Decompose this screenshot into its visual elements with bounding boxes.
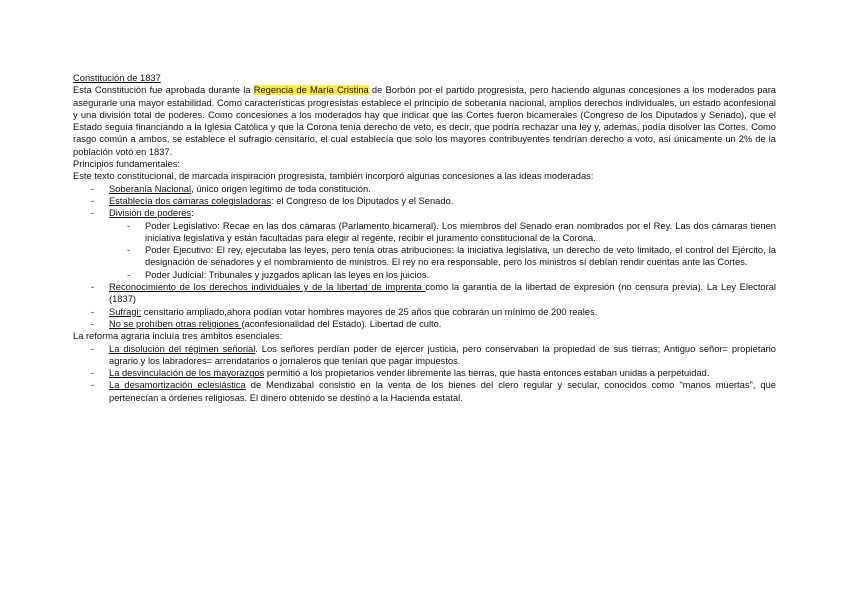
list-item <box>73 318 776 330</box>
agraria-heading: La reforma agraria incluía tres ámbitos esenciales: <box>73 331 283 342</box>
agraria-list <box>73 343 776 404</box>
poderes-list <box>109 220 776 281</box>
list-item <box>73 306 776 318</box>
highlighted-text: Regencia de María Cristina <box>253 85 369 96</box>
principios-intro: Este texto constitucional, de marcada inspiración progresista, también incorporó algunas concesiones a las ideas moderadas: <box>73 171 594 182</box>
sublist-item: - Poder Judicial: Tribunales y juzgados aplican las leyes en los juicios. <box>109 269 776 281</box>
intro-text-2: de Borbón por el partido progresista, pero haciendo algunas concesiones a los moderados para asegurarle una mayor estabilidad. Como características progresistas establece el principio de soberanía nacional, amplios derechos individuales, un estado aconfesional y una división total de poderes. Como concesiones a los moderados hay que indicar que las Cortes fueron bicamerales (Congreso de los Diputados y Senado), que el Estado seguía financiando a la Iglesia Católica y que la Corona tenía derecho de veto, es decir, que podría rechazar una ley y, además, podía disolver las Cortes. Como rasgo común a ambos, se establece el sufragio censitario, el cual establecía que solo los mayores contribuyentes tendrían derecho a voto, así únicamente un 2% de la población votó en 1837. <box>73 85 777 157</box>
list-item <box>73 379 776 404</box>
list-term: Soberanía Nacional <box>109 183 192 194</box>
sublist-item: - Poder Legislativo: Recae en las dos cámaras (Parlamento bicameral). Los miembros del Senado eran nombrados por el Rey. Las dos cámaras tienen iniciativa legislativa y están facultadas para elegir al regente, recibir el juramento constitucional de la Corona. <box>109 220 776 245</box>
list-text: : <box>191 208 194 219</box>
list-item <box>73 207 776 281</box>
list-term: Establecía dos cámaras colegisladoras <box>109 195 272 206</box>
document-title: Constitución de 1837 <box>73 73 161 83</box>
list-item <box>73 343 776 368</box>
list-item <box>73 195 776 207</box>
list-term: Reconocimiento de los derechos individuales y de la libertad de imprenta <box>109 282 426 293</box>
list-term: La disolución del régimen señorial <box>109 343 256 354</box>
list-term: No se prohíben otras religiones <box>109 318 242 329</box>
list-term: La desamortización eclesiástica <box>109 380 246 391</box>
list-text: permitió a los propietarios vender libremente las tierras, que hasta entonces estaban unidas a perpetuidad. <box>264 368 710 379</box>
list-term: División de poderes <box>109 208 192 219</box>
list-text: como la garantía de la libertad de expresión (no censura previa). La Ley Electoral (1837) <box>109 282 776 305</box>
principios-list <box>73 183 776 331</box>
list-text: (aconfesionalidad del Estado). Libertad de culto. <box>241 318 442 329</box>
list-item <box>73 367 776 379</box>
list-text: . Los señores perdían poder de ejercer justicia, pero conservaban la propiedad de sus tierras; Antiguo señor= propietario agrario y los labradores= arrendatarios o jornaleros que tenían que pagar impuestos. <box>109 343 777 366</box>
list-text: , único origen legítimo de toda constitución. <box>191 183 371 194</box>
list-text: de Mendizábal consistió en la venta de los bienes del clero regular y secular, conocidos como "manos muertas", que pertenecían a órdenes religiosas. El dinero obtenido se destinó a la Hacienda estatal. <box>109 380 776 403</box>
sublist-item: - Poder Ejecutivo: El rey, ejecutaba las leyes, pero tenía otras atribuciones: la iniciativa legislativa, un derecho de veto limitado, el control del Ejército, la designación de senadores y el nombramiento de ministros. El rey no era responsable, pero los ministros sí debían rendir cuentas ante las Cortes. <box>109 244 776 269</box>
list-item <box>73 281 776 306</box>
intro-text-1: Esta Constitución fue aprobada durante la <box>73 85 254 96</box>
list-term: Sufragi: <box>109 306 142 317</box>
list-text: censitario ampliado,ahora podían votar hombres mayores de 25 años que cobrarán un mínimo de 200 reales. <box>141 306 598 317</box>
list-text: : el Congreso de los Diputados y el Senado. <box>271 195 454 206</box>
list-term: La desvinculación de los mayorazgos <box>109 368 265 379</box>
intro-paragraph <box>73 84 776 158</box>
principios-heading: Principios fundamentales: <box>73 159 180 170</box>
document-page <box>73 72 776 404</box>
list-item <box>73 183 776 195</box>
